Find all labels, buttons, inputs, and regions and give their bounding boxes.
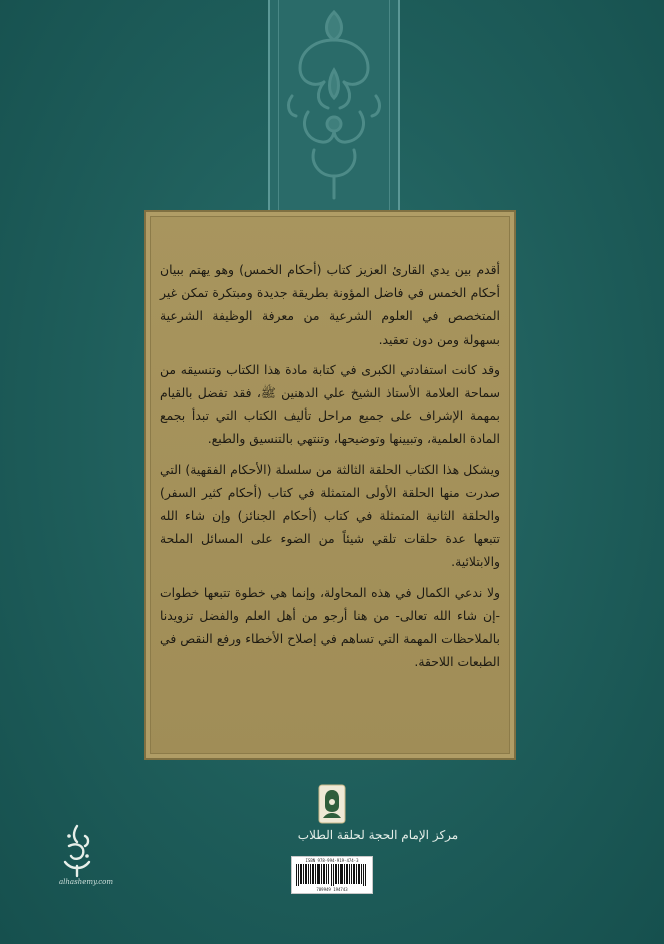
publisher-emblem-icon [318,784,346,824]
website-url: alhashemy.com [59,878,113,886]
isbn-label: ISBN 978-994-919-474-3 [305,858,359,863]
back-cover-text [160,258,500,680]
calligraphy-logo-icon [55,822,99,880]
paragraph: وقد كانت استفادتي الكبرى في كتابة مادة هذا الكتاب وتنسيقه من سماحة العلامة الأستاذ الشيخ علي الدهنين ﷺ، فقد تفضل بالقيام بمهمة الإشراف على جميع مراحل تأليف الكتاب التي تبدأ بجمع المادة العلمية، وتبيينها وتوضيحها، وتنتهي بالتنسيق والطبع. [160,361,500,447]
paragraph: ولا ندعي الكمال في هذه المحاولة، وإنما هي خطوة تتبعها خطوات -إن شاء الله تعالى- من هنا أرجو من أهل العلم والفضل تزويدنا بالملاحظات المهمة التي تساهم في إصلاح الأخطاء ورفع النقص في الطبعات اللاحقة. [160,584,500,670]
paragraph: ويشكل هذا الكتاب الحلقة الثالثة من سلسلة (الأحكام الفقهية) التي صدرت منها الحلقة الأولى المتمثلة في كتاب (أحكام كثير السفر) والحلقة الثانية المتمثلة في كتاب (أحكام الجنائز) وإن شاء الله تتبعها عدة حلقات تلقي شيئاً من الضوء على المسائل الملحة والابتلائية. [160,461,500,570]
publisher-name: مركز الإمام الحجة لحلقة الطلاب [297,828,459,842]
isbn-barcode [291,856,373,894]
arabesque-ornament-icon [270,0,398,210]
decorative-band [268,0,400,210]
isbn-digits: 789949 194743 [316,887,348,892]
barcode-icon [296,864,368,886]
paragraph: أقدم بين يدي القارئ العزيز كتاب (أحكام الخمس) وهو يهتم ببيان أحكام الخمس في فاضل المؤونة بطريقة جديدة ومبتكرة تمكن غير المتخصص في العلوم الشرعية من معرفة الوظيفة الشرعية بسهولة ومن دون تعقيد. [160,262,500,347]
